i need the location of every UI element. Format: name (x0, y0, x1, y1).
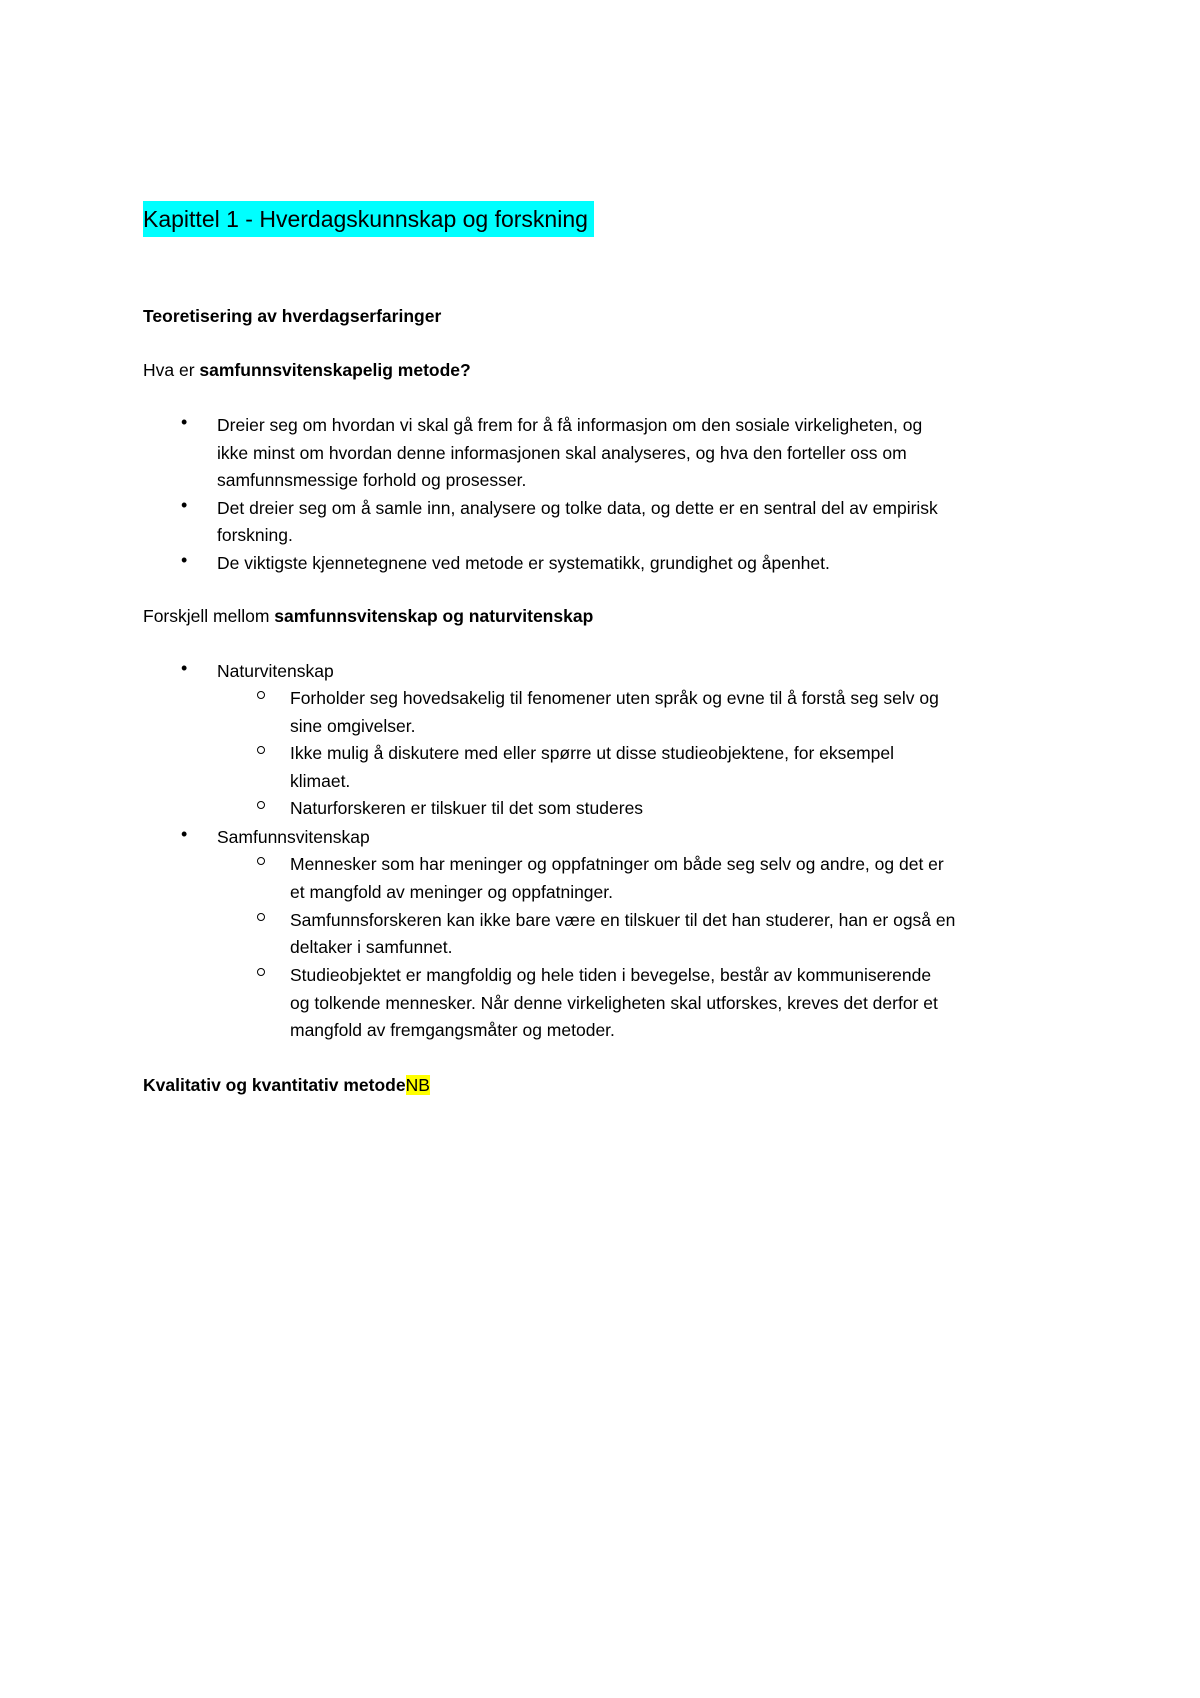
circle-bullet-icon (257, 857, 265, 865)
nb-highlight: NB (405, 1075, 430, 1095)
section-heading: Teoretisering av hverdagserfaringer (143, 306, 442, 326)
bullet-3-line-1: De viktigste kjennetegnene ved metode er systematikk, grundighet og åpenhet. (217, 553, 830, 573)
bullet-1-line-1: Dreier seg om hvordan vi skal gå frem for å få informasjon om den sosiale virkeligheten, og (217, 415, 923, 435)
question-1 (143, 356, 471, 384)
bullet-icon: • (181, 824, 188, 844)
samf-item-2-line-2: deltaker i samfunnet. (290, 937, 453, 957)
samf-item-1-line-1: Mennesker som har meninger og oppfatninger om både seg selv og andre, og det er (290, 854, 944, 874)
samf-item-1-line-2: et mangfold av meninger og oppfatninger. (290, 882, 613, 902)
natur-label: Naturvitenskap (217, 661, 334, 681)
circle-bullet-icon (257, 968, 265, 976)
question-1-prefix: Hva er (143, 360, 200, 380)
final-heading (143, 1071, 430, 1099)
question-1-bold: samfunnsvitenskapelig metode? (199, 360, 471, 380)
bullet-1-line-2: ikke minst om hvordan denne informasjonen skal analyseres, og hva den forteller oss om (217, 443, 907, 463)
natur-item-2-line-2: klimaet. (290, 771, 351, 791)
circle-bullet-icon (257, 691, 265, 699)
bullet-icon: • (181, 658, 188, 678)
bullet-2-line-2: forskning. (217, 525, 293, 545)
bullet-icon: • (181, 495, 188, 515)
samf-label: Samfunnsvitenskap (217, 827, 370, 847)
natur-item-1-line-1: Forholder seg hovedsakelig til fenomener uten språk og evne til å forstå seg selv og (290, 688, 939, 708)
bullet-2-line-1: Det dreier seg om å samle inn, analysere og tolke data, og dette er en sentral del av empirisk (217, 498, 938, 518)
final-heading-text: Kvalitativ og kvantitativ metode (143, 1075, 406, 1095)
samf-item-3-line-3: mangfold av fremgangsmåter og metoder. (290, 1020, 615, 1040)
samf-item-2-line-1: Samfunnsforskeren kan ikke bare være en tilskuer til det han studerer, han er også en (290, 910, 956, 930)
circle-bullet-icon (257, 801, 265, 809)
natur-item-3-line-1: Naturforskeren er tilskuer til det som studeres (290, 798, 644, 818)
question-2-prefix: Forskjell mellom (143, 606, 275, 626)
question-2-bold: samfunnsvitenskap og naturvitenskap (274, 606, 594, 626)
circle-bullet-icon (257, 913, 265, 921)
bullet-icon: • (181, 550, 188, 570)
bullet-1-line-3: samfunnsmessige forhold og prosesser. (217, 470, 527, 490)
natur-item-1-line-2: sine omgivelser. (290, 716, 416, 736)
bullet-icon: • (181, 412, 188, 432)
question-2 (143, 602, 593, 630)
natur-item-2-line-1: Ikke mulig å diskutere med eller spørre ut disse studieobjektene, for eksempel (290, 743, 895, 763)
circle-bullet-icon (257, 746, 265, 754)
samf-item-3-line-1: Studieobjektet er mangfoldig og hele tiden i bevegelse, består av kommuniserende (290, 965, 932, 985)
chapter-title: Kapittel 1 - Hverdagskunnskap og forskning (143, 201, 594, 237)
samf-item-3-line-2: og tolkende mennesker. Når denne virkeligheten skal utforskes, kreves det derfor et (290, 993, 938, 1013)
